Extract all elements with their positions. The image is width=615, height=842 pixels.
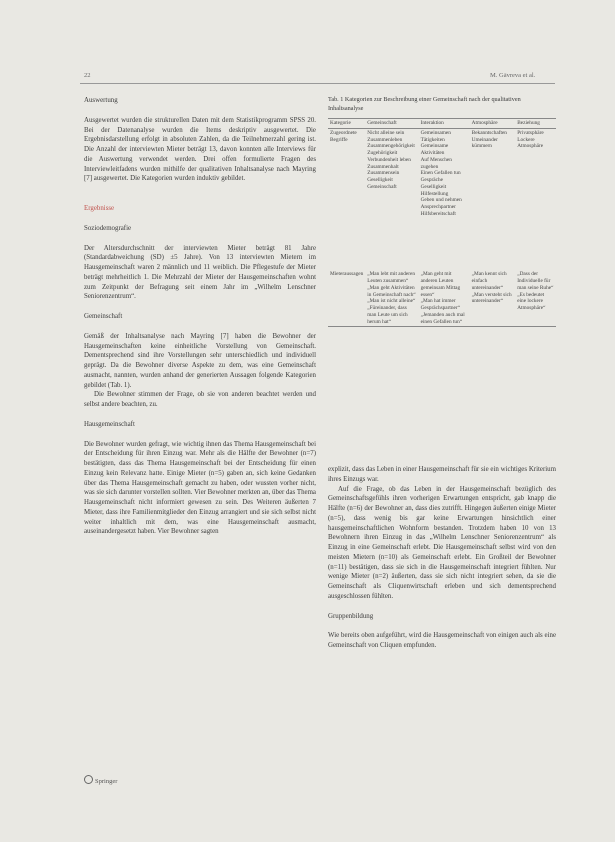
- paragraph-gemeinschaft-2: Die Bewohner stimmen der Frage, ob sie von anderen beachtet werden und selbst andere beachten, zu.: [84, 391, 316, 408]
- table-cell: „Man lebt mit anderen Leuten zusammen“ „Man geht Aktivitäten in Gemeinschaft nach“ „Man ist nicht alleine“ „Füreinander, dass man Leute um sich herum hat“: [365, 270, 418, 327]
- table-cell: „Man geht mit anderen Leuten gemeinsam Mittag essen“ „Man hat immer Gesprächspartner“ „Jemanden auch mal einen Gefallen tun“: [419, 270, 470, 327]
- heading-hausgemeinschaft: Hausgemeinschaft: [84, 420, 135, 428]
- table-cell: „Man kennt sich einfach untereinander“ „Man versteht sich untereinander“: [470, 270, 516, 327]
- table-header-cell: Kategorie: [328, 119, 365, 129]
- table-header-row: [328, 119, 556, 129]
- heading-soziodemografie: Soziodemografie: [84, 224, 132, 232]
- table-cell: Bekanntschaften Umeinander kümmern: [471, 129, 507, 150]
- header-rule: [80, 83, 555, 84]
- paragraph-right-1: explizit, dass das Leben in einer Hausgemeinschaft für sie ein wichtiges Kriterium ihres Einzugs war.: [328, 466, 556, 483]
- heading-ergebnisse: Ergebnisse: [84, 205, 115, 212]
- table-header-cell: Beziehung: [515, 119, 556, 129]
- heading-auswertung: Auswertung: [84, 97, 118, 104]
- table-cell: „Dass der Individuelle für man seine Ruhe“ „Es bedeutet eine lockere Atmosphäre“: [515, 270, 556, 327]
- categories-table: [328, 118, 556, 327]
- running-head-authors: M. Gāvreva et al.: [490, 72, 536, 79]
- table-header-cell: Gemeinschaft: [365, 119, 418, 129]
- right-column: [328, 465, 556, 651]
- table-header-cell: Interaktion: [419, 119, 470, 129]
- left-column: [84, 96, 316, 537]
- paragraph-auswertung: Ausgewertet wurden die strukturellen Daten mit dem Statistikprogramm SPSS 20. Bei der Datenanalyse wurden die Items deskriptiv ausgewertet. Die Ergebnisdarstellung erfolgt in absoluten Zahlen, da die Teilnehmerzahl gering ist. Die Anzahl der interviewten Mieter beträgt 13, davon konnten alle Interviews für die Auswertung verwendet werden. Drei offen formulierte Fragen des Interviewleitfadens wurden mithilfe der qualitativen Inhaltsanalyse nach Mayring [7] ausgewertet. Die Kategorien wurden induktiv gebildet.: [84, 116, 316, 183]
- heading-gruppenbildung: Gruppenbildung: [328, 612, 374, 620]
- table-row-label: Zugeordnete Begriffe: [330, 129, 357, 143]
- paragraph-right-2: Auf die Frage, ob das Leben in der Hausgemeinschaft bezüglich des Gemeinschaftsgefühls ihren vorherigen Erwartungen entspricht, gab knapp die Hälfte (n=6) der Bewohner an, dass dies zutrifft. Hingegen äußerten einige Mieter (n=5), dass wenig bis gar keine Erwartungen hinsichtlich einer hausgemeinschaftlichen Wohnform bestanden. Trotzdem haben 10 von 13 Bewohnern ihren Einzug in das „Wilhelm Lenschner Seniorenzentrum“ als Einzug in eine Gemeinschaft erlebt. Die Hausgemeinschaft selbst wird von den meisten Mietern (n=10) als Gemeinschaft erlebt. Ein Großteil der Bewohner (n=11) bestätigen, dass sie sich in die Hausgemeinschaft integriert fühlten. Nur wenige Mieter (n=2) äußerten, dass sie sich nicht integriert sehen, da sie die Gemeinschaft als Cliquenwirtschaft erleben und sich dementsprechend ausgeschlossen fühlten.: [328, 485, 556, 600]
- paragraph-hausgemeinschaft: Die Bewohner wurden gefragt, wie wichtig ihnen das Thema Hausgemeinschaft bei der Entscheidung für ihren Einzug war. Mehr als die Hälfte der Bewohner (n=7) bestätigten, dass das Thema Hausgemeinschaft bei der Entscheidung für einen Einzug kein Relevanz hatte. Einige Mieter (n=5) gaben an, sich keine Gedanken über das Thema Hausgemeinschaft gemacht zu haben, oder wussten vorher nicht, was sie sich darunter vorstellen sollten. Vier Bewohner merkten an, über das Thema Hausgemeinschaft nicht informiert gewesen zu sein. Des Weiteren äußerten 7 Mieter, dass ihre Familienmitglieder den Einzug arrangiert und sie sich selbst nicht weiter inhaltlich mit dem, was eine Hausgemeinschaft ausmacht, auseinandergesetzt haben. Vier Bewohner sagten: [84, 440, 316, 536]
- publisher-name: Springer: [95, 778, 118, 785]
- springer-logo-icon: [84, 775, 93, 784]
- table-row-label: Mieteraussagen: [328, 270, 365, 327]
- heading-gemeinschaft: Gemeinschaft: [84, 313, 123, 320]
- page-number: 22: [84, 72, 91, 79]
- paragraph-gruppenbildung: Wie bereits oben aufgeführt, wird die Hausgemeinschaft von einigen auch als eine Gemeinschaft von Cliquen empfunden.: [328, 632, 556, 649]
- paragraph-soziodemografie: Der Altersdurchschnitt der interviewten Mieter beträgt 81 Jahre (Standardabweichung (SD) ±5 Jahre). Von 13 interviewten Mietern im Hausgemeinschaft waren 2 männlich und 11 weiblich. Die Pflegestufe der Mieter beträgt mehrheitlich 1. Die Mehrzahl der Mieter der Hausgemeinschaften wohnt zum Zeitpunkt der Befragung seit einem Jahr im „Wilhelm Lenschner Seniorenzentrum“.: [84, 244, 316, 301]
- table-cell: Privatsphäre Lockere Atmosphäre: [517, 129, 544, 150]
- table-cell: Nicht alleine sein Zusammenleben Zusammengehörigkeit Zugehörigkeit Verbundenheit leben Zusammenhalt Zusammensein Geselligkeit Gemeinschaft: [367, 129, 415, 190]
- table-row: [328, 128, 556, 270]
- paragraph-gemeinschaft-1: Gemäß der Inhaltsanalyse nach Mayring [7] haben die Bewohner der Hausgemeinschaften keine einheitliche Vorstellung von Gemeinschaft. Dementsprechend sind ihre Vorstellungen sehr unterschiedlich und individuell geprägt. Da die Bewohner diverse Aspekte zu dem, was eine Gemeinschaft ausmacht, nannten, wurden anhand der generierten Aussagen folgende Kategorien gebildet (Tab. 1).: [84, 332, 316, 389]
- publisher-footer: [84, 775, 117, 785]
- table-cell: Gemeinsamen Tätigkeiten Gemeinsame Aktivitäten Auf Menschen zugehen Einen Gefallen tun Gespräche Geselligkeit Hilfestellung Geben und nehmen Ansprechpartner Hilfsbereitschaft: [420, 129, 462, 217]
- table-caption: Tab. 1 Kategorien zur Beschreibung einer Gemeinschaft nach der qualitativen Inhaltsanalyse: [328, 96, 521, 112]
- table-row: [328, 270, 556, 327]
- table-header-cell: Atmosphäre: [470, 119, 516, 129]
